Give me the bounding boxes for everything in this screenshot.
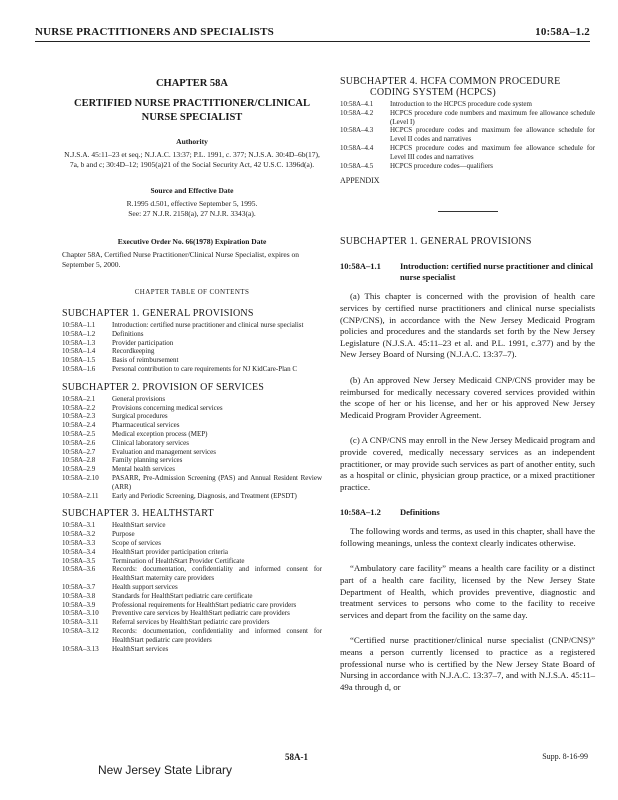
toc-entry-number: 10:58A–4.5 [340, 161, 374, 170]
page-number: 58A-1 [285, 752, 308, 762]
toc-subchapter1-title: SUBCHAPTER 1. GENERAL PROVISIONS [62, 308, 254, 319]
toc-subchapter4-title-line1: SUBCHAPTER 4. HCFA COMMON PROCEDURE [340, 76, 561, 87]
toc-entry-number: 10:58A–3.9 [62, 600, 96, 609]
toc-entry-title: HealthStart services [112, 644, 169, 653]
section-number: 10:58A–1.2 [340, 507, 381, 518]
toc-entry [62, 492, 322, 501]
toc-entry [62, 618, 322, 627]
toc-entry [62, 530, 322, 539]
toc-entry-number: 10:58A–3.12 [62, 626, 99, 635]
toc-entry-number: 10:58A–3.13 [62, 644, 99, 653]
toc-entry-title: Standards for HealthStart pediatric care certificate [112, 591, 253, 600]
toc-entry-title: Basis of reimbursement [112, 356, 179, 365]
toc-entry [62, 627, 322, 645]
toc-entry [62, 557, 322, 566]
toc-entry-title: Pharmaceutical services [112, 421, 180, 430]
toc-entry-number: 10:58A–3.2 [62, 530, 96, 539]
paragraph: “Certified nurse practitioner/clinical nurse specialist (CNP/CNS)” means a person currently licensed to practice as a registered professional nurse who is certified by the New Jersey State Board of Nursing in accordance with N.J.A.C. 13:37–7, and with N.J.S.A. 45:11–49a through d, or [340, 635, 595, 692]
toc-heading: CHAPTER TABLE OF CONTENTS [134, 288, 250, 296]
toc-entry-number: 10:58A–3.10 [62, 609, 99, 618]
toc-entry [62, 365, 322, 374]
toc-entry-title: Professional requirements for HealthStart pediatric care providers [112, 600, 297, 609]
toc-entry [62, 347, 322, 356]
toc-entry-title: Records: documentation, confidentiality and informed consent for HealthStart pediatric care providers [112, 626, 322, 644]
toc-entry-number: 10:58A–3.5 [62, 556, 96, 565]
toc-entry-title: Clinical laboratory services [112, 438, 189, 447]
toc-entry-number: 10:58A–2.7 [62, 447, 96, 456]
toc-entry-number: 10:58A–2.6 [62, 438, 96, 447]
toc-entry [62, 395, 322, 404]
toc-entry [62, 330, 322, 339]
source-text [62, 199, 322, 219]
toc-entry-title: Purpose [112, 530, 135, 539]
section-number: 10:58A–1.1 [340, 261, 381, 272]
toc-entry-title: Mental health services [112, 465, 175, 474]
toc-subchapter3-title: SUBCHAPTER 3. HEALTHSTART [62, 508, 214, 520]
toc-entry [62, 521, 322, 530]
toc-entry [62, 448, 322, 457]
toc-entry-number: 10:58A–1.3 [62, 338, 96, 347]
toc-entry [62, 404, 322, 413]
toc-entry-number: 10:58A–3.6 [62, 565, 96, 574]
toc-entry [62, 412, 322, 421]
toc-entry-number: 10:58A–4.1 [340, 100, 374, 108]
authority-text: N.J.S.A. 45:11–23 et seq.; N.J.A.C. 13:37; P.L. 1991, c. 377; N.J.S.A. 30:4D–6b(17), 7a, b and c; 30:4D–12; 1905(a)21 of the Social Security Act, 42 U.S.C. 1396d(a). [64, 150, 320, 169]
toc-subchapter3-list [62, 521, 322, 653]
toc-entry [340, 144, 595, 162]
toc-entry-number: 10:58A–4.3 [340, 126, 374, 135]
paragraph: “Ambulatory care facility” means a health care facility or a distinct part of a health care facility, licensed by the New Jersey State Department of Health, which provides preventive, diagnostic and treatment services to persons who come to the facility to receive services and depart from the facility on the same day. [340, 563, 595, 620]
toc-subchapter2-title: SUBCHAPTER 2. PROVISION OF SERVICES [62, 381, 265, 393]
right-column [340, 50, 595, 693]
toc-entry [62, 430, 322, 439]
toc-entry-number: 10:58A–3.4 [62, 547, 96, 556]
toc-entry [340, 162, 595, 171]
toc-entry-number: 10:58A–2.4 [62, 421, 96, 430]
executive-order-text: Chapter 58A, Certified Nurse Practitioner/Clinical Nurse Specialist, expires on September 5, 2000. [62, 250, 300, 269]
toc-entry-title: Referral services by HealthStart pediatric care providers [112, 618, 270, 627]
chapter-subtitle-line1: CERTIFIED NURSE PRACTITIONER/CLINICAL [74, 98, 310, 109]
toc-entry [62, 601, 322, 610]
left-column [62, 50, 322, 653]
header-rule [35, 41, 590, 42]
source-heading: Source and Effective Date [150, 186, 234, 195]
toc-entry-number: 10:58A–4.2 [340, 108, 374, 117]
library-stamp: New Jersey State Library [98, 763, 233, 777]
paragraph: The following words and terms, as used in this chapter, shall have the following meanings, unless the context clearly indicates otherwise. [340, 526, 595, 548]
toc-entry-number: 10:58A–4.4 [340, 143, 374, 152]
toc-entry-title: HCPCS procedure codes—qualifiers [390, 161, 494, 170]
toc-entry [62, 592, 322, 601]
toc-entry-number: 10:58A–2.1 [62, 394, 96, 403]
toc-subchapter4-title [340, 76, 595, 98]
toc-entry-title: Definitions [112, 329, 144, 338]
toc-entry-number: 10:58A–3.3 [62, 538, 96, 547]
toc-entry-title: PASARR, Pre-Admission Screening (PAS) and Annual Resident Review (ARR) [112, 473, 322, 491]
toc-entry-title: Evaluation and management services [112, 447, 216, 456]
toc-entry [62, 645, 322, 654]
chapter-title: CHAPTER 58A [155, 78, 229, 89]
chapter-subtitle [62, 97, 322, 125]
toc-entry [62, 539, 322, 548]
toc-entry-title: Termination of HealthStart Provider Certificate [112, 556, 245, 565]
toc-entry-title: HCPCS procedure code numbers and maximum fee allowance schedule (Level I) [390, 108, 595, 126]
toc-entry-number: 10:58A–1.2 [62, 329, 96, 338]
toc-entry-title: Provider participation [112, 338, 174, 347]
toc-entry-number: 10:58A–2.8 [62, 456, 96, 465]
toc-subchapter2-list [62, 395, 322, 501]
header-title: NURSE PRACTITIONERS AND SPECIALISTS [35, 26, 274, 38]
toc-entry [62, 439, 322, 448]
toc-entry [62, 548, 322, 557]
authority-heading: Authority [176, 137, 208, 146]
toc-entry-title: HCPCS procedure codes and maximum fee allowance schedule for Level III codes and narratives [390, 143, 595, 161]
toc-entry-title: Early and Periodic Screening, Diagnosis, and Treatment (EPSDT) [112, 491, 297, 500]
paragraph: (c) A CNP/CNS may enroll in the New Jersey Medicaid program and provide covered, medically necessary services as an independent practitioner, or may provide such services as part of another entity, such as a hospital or clinic, physician group practice, or a mixed practitioner practice. [340, 435, 595, 492]
toc-entry-number: 10:58A–2.2 [62, 403, 96, 412]
toc-entry-title: Scope of services [112, 538, 161, 547]
toc-entry-number: 10:58A–2.5 [62, 429, 96, 438]
toc-entry-title: HCPCS procedure codes and maximum fee allowance schedule for Level II codes and narratives [390, 126, 595, 144]
toc-entry-title: Records: documentation, confidentiality and informed consent for HealthStart maternity care providers [112, 565, 322, 583]
toc-entry [62, 565, 322, 583]
toc-entry [62, 421, 322, 430]
toc-subchapter4-list [340, 100, 595, 170]
toc-entry-number: 10:58A–1.5 [62, 356, 96, 365]
section-title: Introduction: certified nurse practitioner and clinical nurse specialist [400, 261, 594, 283]
toc-entry-number: 10:58A–1.4 [62, 347, 96, 356]
toc-entry [62, 609, 322, 618]
toc-entry-title: Personal contribution to care requirements for NJ KidCare-Plan C [112, 364, 298, 373]
toc-entry-title: Introduction: certified nurse practitioner and clinical nurse specialist [112, 321, 304, 329]
toc-entry [340, 100, 595, 109]
running-header [35, 26, 590, 40]
toc-entry [340, 126, 595, 144]
chapter-subtitle-line2: NURSE SPECIALIST [141, 112, 243, 123]
toc-subchapter4-title-line2: CODING SYSTEM (HCPCS) [370, 87, 496, 98]
toc-entry-title: Provisions concerning medical services [112, 403, 223, 412]
toc-entry-number: 10:58A–2.10 [62, 473, 99, 482]
toc-entry-number: 10:58A–2.9 [62, 465, 96, 474]
toc-entry-number: 10:58A–3.11 [62, 618, 99, 627]
executive-order-heading: Executive Order No. 66(1978) Expiration Date [117, 237, 267, 246]
source-line1: R.1995 d.501, effective September 5, 1995. [126, 199, 258, 208]
toc-entry [62, 474, 322, 492]
toc-entry-title: General provisions [112, 394, 166, 403]
toc-entry [340, 109, 595, 127]
toc-entry-number: 10:58A–3.7 [62, 582, 96, 591]
toc-entry-number: 10:58A–2.11 [62, 491, 99, 500]
paragraph: (a) This chapter is concerned with the provision of health care services by certified nurse practitioners and clinical nurse specialists (CNP/CNS), in accordance with the New Jersey Medicaid Program policies and procedures and the standards set forth by the New Jersey Legislature (N.J.S.A. 45:11–23 et al. and P.L. 1991, c.377) and by the New Jersey Board of Nursing (N.J.A.C. 13:37–7). [340, 291, 595, 360]
header-section-ref: 10:58A–1.2 [535, 26, 590, 38]
toc-entry-number: 10:58A–3.8 [62, 591, 96, 600]
subchapter1-heading: SUBCHAPTER 1. GENERAL PROVISIONS [340, 236, 532, 248]
toc-entry-number: 10:58A–1.6 [62, 364, 96, 373]
paragraph: (b) An approved New Jersey Medicaid CNP/CNS provider may be reimbursed for medically necessary covered services provided within the scope of her or his license, and her or his approved New Jersey Medicaid Program Provider Agreement. [340, 374, 595, 420]
toc-entry [62, 583, 322, 592]
supplement-date: Supp. 8-16-99 [542, 752, 588, 761]
section-title: Definitions [400, 507, 440, 518]
toc-entry-number: 10:58A–3.1 [62, 521, 96, 530]
toc-entry-title: Recordkeeping [112, 347, 155, 356]
toc-appendix: APPENDIX [340, 176, 380, 186]
section-divider [438, 211, 498, 212]
section-heading [340, 261, 595, 283]
toc-entry [62, 456, 322, 465]
toc-entry [62, 356, 322, 365]
toc-entry-title: Surgical procedures [112, 412, 168, 421]
toc-entry-title: HealthStart provider participation criteria [112, 547, 229, 556]
toc-entry [62, 321, 322, 330]
toc-subchapter1-list [62, 321, 322, 374]
toc-entry-number: 10:58A–1.1 [62, 321, 96, 329]
toc-entry [62, 339, 322, 348]
toc-entry [62, 465, 322, 474]
toc-entry-number: 10:58A–2.3 [62, 412, 96, 421]
toc-entry-title: Preventive care services by HealthStart pediatric care providers [112, 609, 290, 618]
toc-entry-title: Medical exception process (MEP) [112, 429, 208, 438]
toc-entry-title: Introduction to the HCPCS procedure code system [390, 100, 532, 108]
source-line2: See: 27 N.J.R. 2158(a), 27 N.J.R. 3343(a). [128, 209, 256, 218]
toc-entry-title: Family planning services [112, 456, 183, 465]
toc-entry-title: HealthStart service [112, 521, 166, 530]
toc-entry-title: Health support services [112, 582, 178, 591]
section-heading [340, 507, 595, 518]
